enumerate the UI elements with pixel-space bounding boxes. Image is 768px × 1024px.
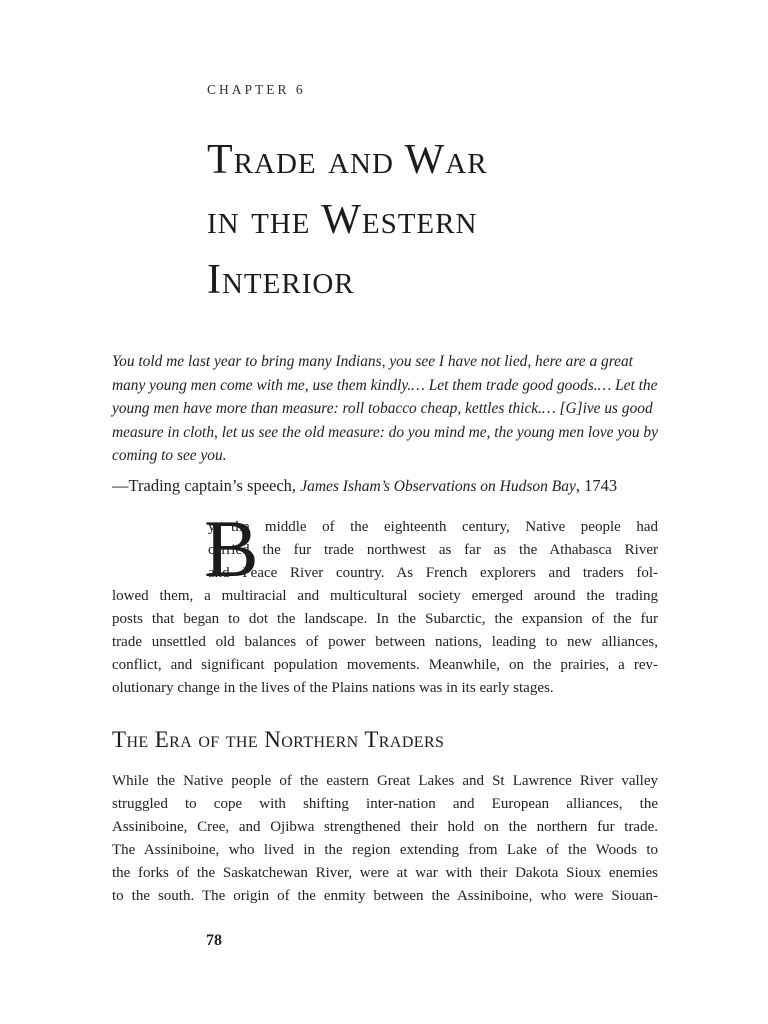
body-line: posts that began to dot the landscape. In the Subarctic, the expansion of the fur [112, 611, 658, 627]
chapter-title-line: Interior [207, 257, 355, 303]
body-line: While the Native people of the eastern Great Lakes and St Lawrence River valley [112, 773, 658, 789]
body-line: Assiniboine, Cree, and Ojibwa strengthened their hold on the northern fur trade. [112, 819, 658, 835]
epigraph [112, 350, 672, 468]
section-paragraph [112, 770, 658, 908]
attribution-work-title: James Isham’s Observations on Hudson Bay [300, 478, 576, 495]
body-line: and Peace River country. As French explorers and traders fol- [208, 565, 658, 581]
attribution-speaker: —Trading captain’s speech, [112, 476, 297, 495]
body-line: olutionary change in the lives of the Plains nations was in its early stages. [112, 680, 554, 696]
page-number: 78 [206, 932, 222, 949]
drop-cap: B [204, 503, 259, 594]
epigraph-line: coming to see you. [112, 447, 227, 464]
chapter-title-line: Trade and War [207, 137, 488, 183]
section-heading: The Era of the Northern Traders [112, 727, 445, 752]
chapter-label: CHAPTER 6 [207, 82, 306, 97]
body-line: carried the fur trade northwest as far as the Athabasca River [208, 542, 658, 558]
chapter-title-line: in the Western [207, 197, 478, 243]
body-line: trade unsettled old balances of power between nations, leading to new alliances, [112, 634, 658, 650]
epigraph-attribution [112, 476, 617, 496]
chapter-title [207, 130, 727, 310]
epigraph-line: young men have more than measure: roll tobacco cheap, kettles thick.… [G]ive us good [112, 400, 653, 417]
epigraph-line: You told me last year to bring many Indians, you see I have not lied, here are a great [112, 353, 633, 370]
body-line: conflict, and significant population movements. Meanwhile, on the prairies, a rev- [112, 657, 658, 673]
body-line: to the south. The origin of the enmity between the Assiniboine, who were Siouan- [112, 888, 658, 904]
body-line: y the middle of the eighteenth century, Native people had [208, 519, 658, 535]
attribution-year: , 1743 [575, 476, 618, 495]
body-line: the forks of the Saskatchewan River, were at war with their Dakota Sioux enemies [112, 865, 658, 881]
body-line: lowed them, a multiracial and multicultural society emerged around the trading [112, 588, 658, 604]
body-line: The Assiniboine, who lived in the region extending from Lake of the Woods to [112, 842, 658, 858]
epigraph-line: many young men come with me, use them kindly.… Let them trade good goods.… Let the [112, 376, 658, 394]
epigraph-line: measure in cloth, let us see the old measure: do you mind me, the young men love you by [112, 423, 658, 441]
body-line: struggled to cope with shifting inter-nation and European alliances, the [112, 796, 658, 812]
intro-paragraph [112, 516, 658, 700]
